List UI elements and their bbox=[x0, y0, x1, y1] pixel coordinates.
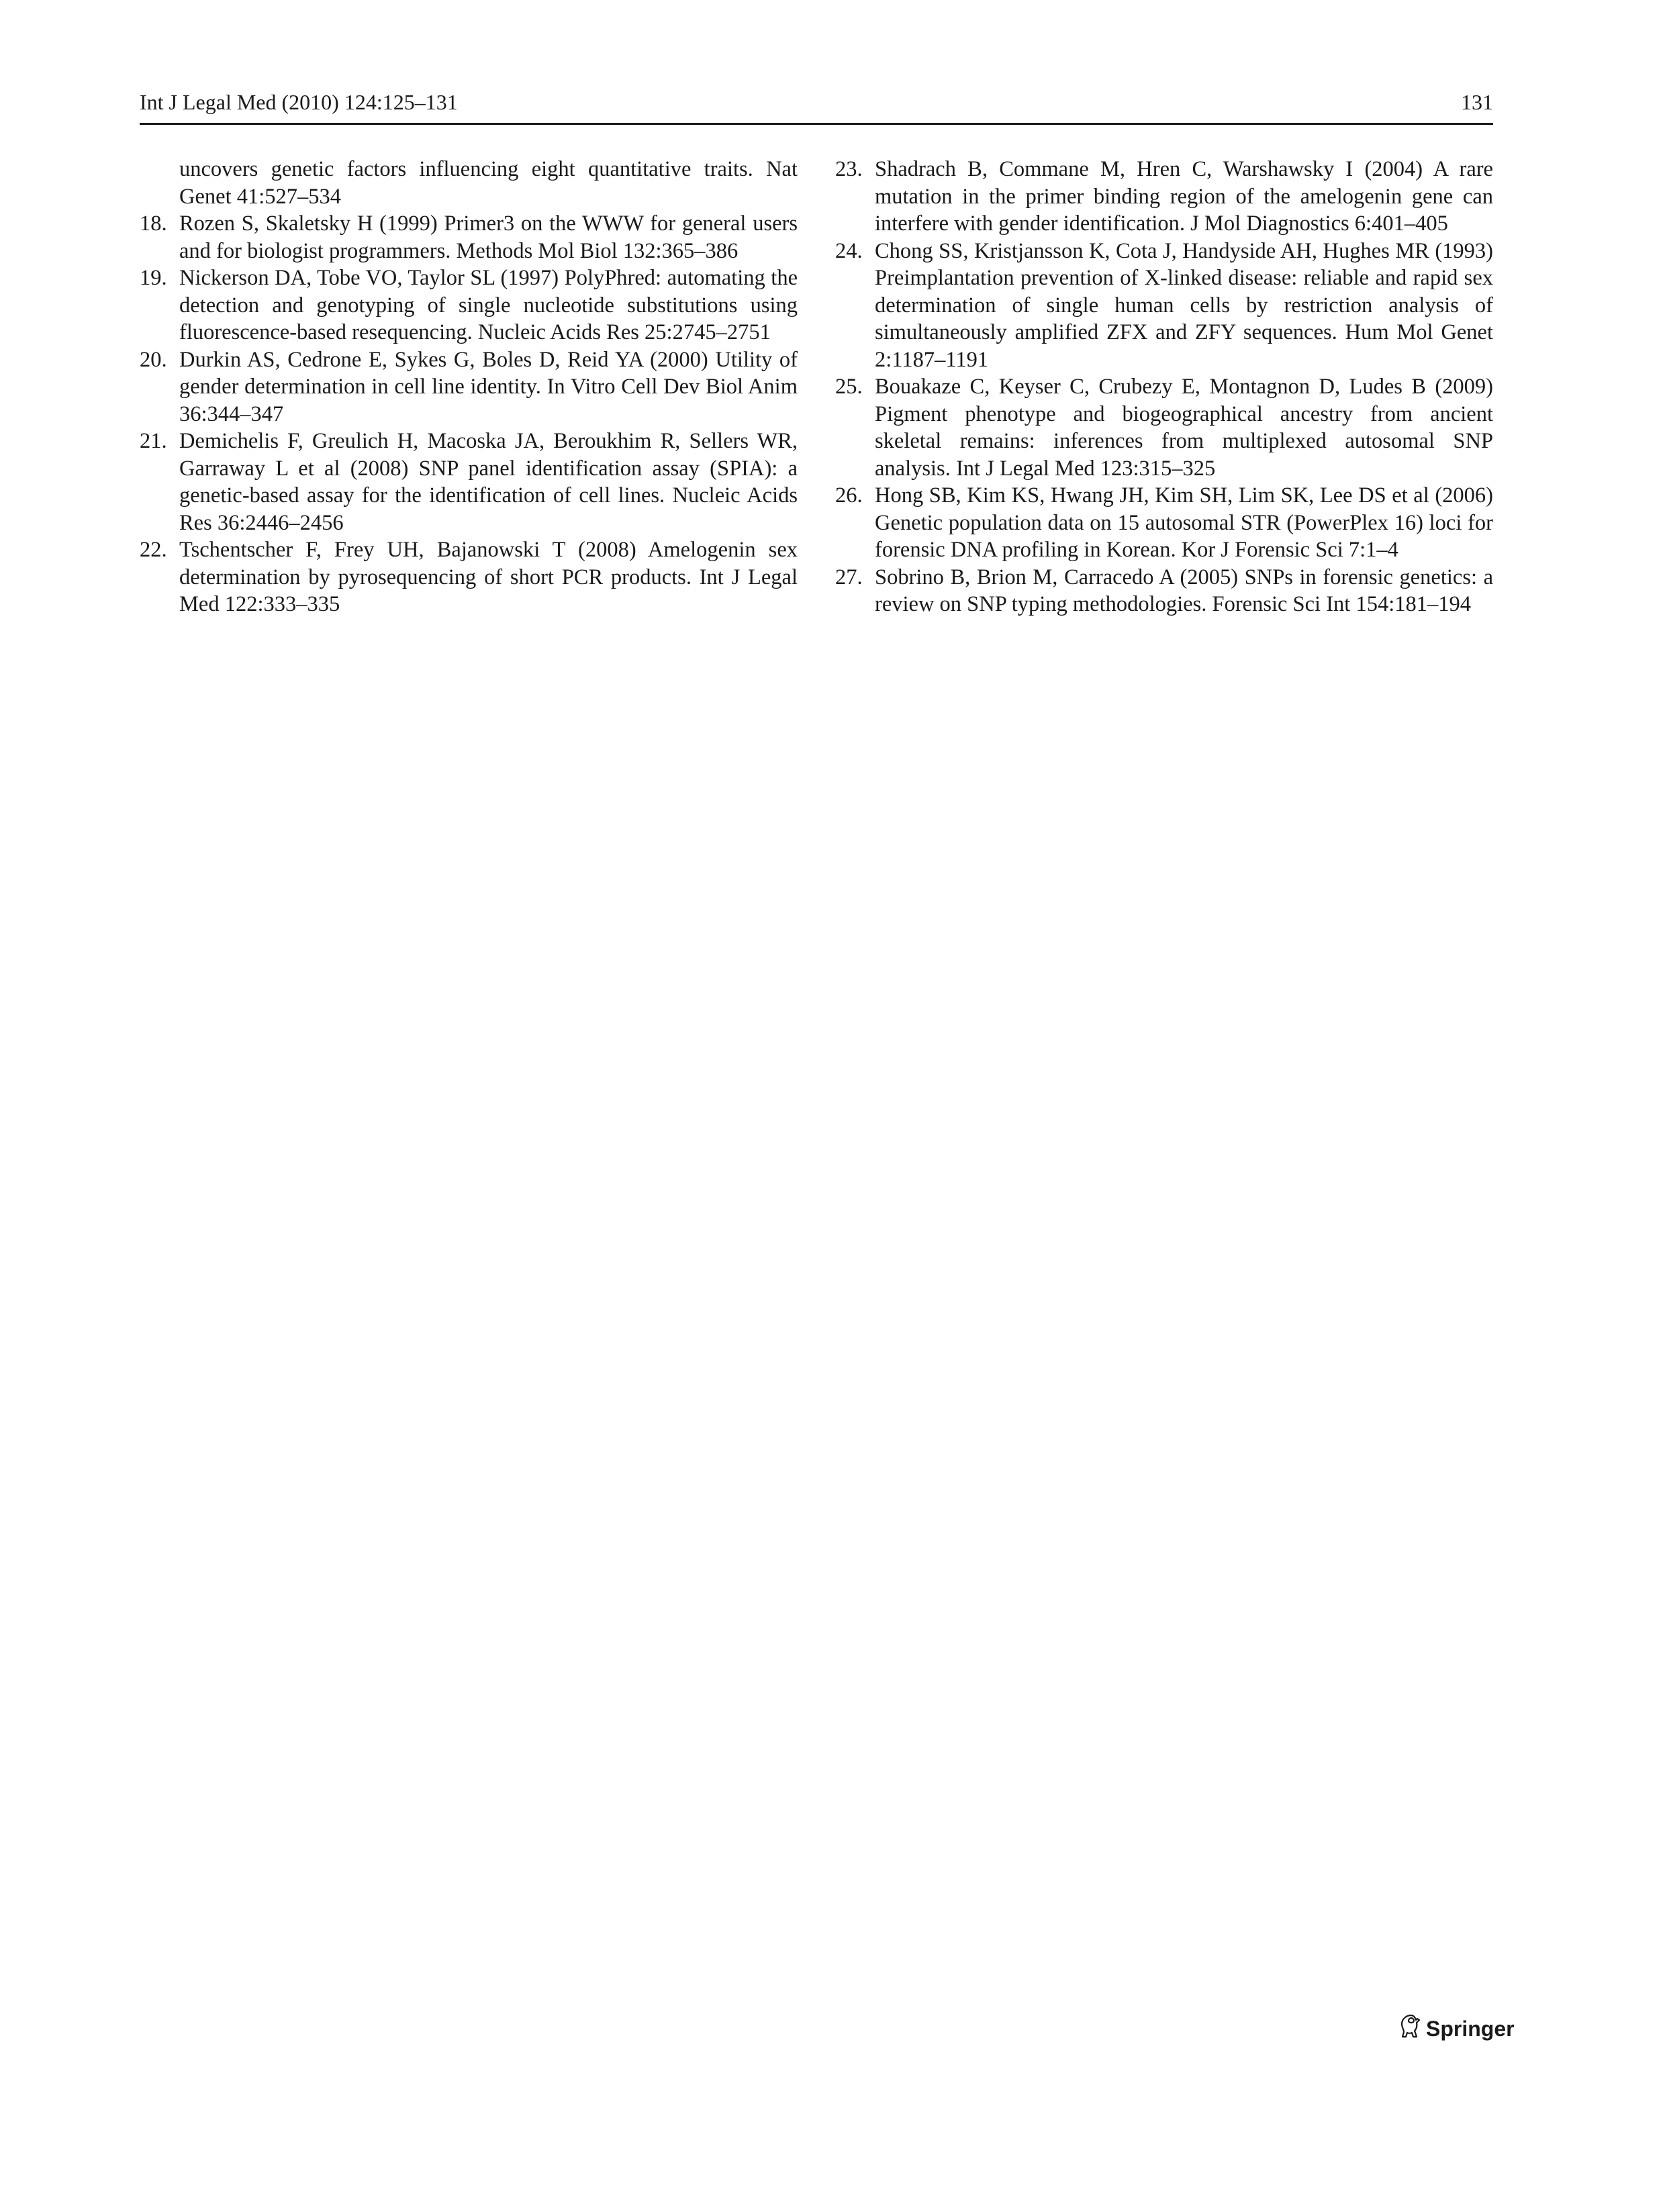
reference-number: 24. bbox=[835, 238, 863, 263]
reference-text: Tschentscher F, Frey UH, Bajanowski T (2008) Amelogenin sex determination by pyrosequencing of short PCR products. Int J Legal Med 122:333–335 bbox=[179, 538, 798, 616]
reference-item bbox=[140, 156, 798, 210]
reference-number: 27. bbox=[835, 565, 863, 589]
reference-item bbox=[835, 564, 1493, 618]
reference-text: Demichelis F, Greulich H, Macoska JA, Beroukhim R, Sellers WR, Garraway L et al (2008) SNP panel identification assay (SPIA): a genetic-based assay for the identification of cell lines. Nucleic Acids Res 36:2446–2456 bbox=[179, 429, 798, 535]
reference-text: Hong SB, Kim KS, Hwang JH, Kim SH, Lim SK, Lee DS et al (2006) Genetic population data on 15 autosomal STR (PowerPlex 16) loci for forensic DNA profiling in Korean. Kor J Forensic Sci 7:1–4 bbox=[875, 483, 1493, 562]
reference-item bbox=[835, 373, 1493, 482]
reference-number: 21. bbox=[140, 429, 167, 453]
reference-text: Sobrino B, Brion M, Carracedo A (2005) SNPs in forensic genetics: a review on SNP typing methodologies. Forensic Sci Int 154:181–194 bbox=[875, 565, 1493, 616]
reference-item bbox=[835, 482, 1493, 564]
reference-text: Chong SS, Kristjansson K, Cota J, Handyside AH, Hughes MR (1993) Preimplantation prevention of X-linked disease: reliable and rapid sex determination of single human cells by restriction analysis of simultaneously amplified ZFX and ZFY sequences. Hum Mol Genet 2:1187–1191 bbox=[875, 238, 1493, 372]
reference-text: Bouakaze C, Keyser C, Crubezy E, Montagnon D, Ludes B (2009) Pigment phenotype and biogeographical ancestry from ancient skeletal remains: inferences from multiplexed autosomal SNP analysis. Int J Legal Med 123:315–325 bbox=[875, 375, 1493, 481]
reference-text: Shadrach B, Commane M, Hren C, Warshawsky I (2004) A rare mutation in the primer binding region of the amelogenin gene can interfere with gender identification. J Mol Diagnostics 6:401–405 bbox=[875, 157, 1493, 236]
reference-text: Nickerson DA, Tobe VO, Taylor SL (1997) PolyPhred: automating the detection and genotyping of single nucleotide substitutions using fluorescence-based resequencing. Nucleic Acids Res 25:2745–2751 bbox=[179, 266, 798, 344]
reference-number: 20. bbox=[140, 347, 167, 372]
reference-item bbox=[140, 210, 798, 265]
running-header bbox=[140, 89, 1493, 121]
reference-number: 26. bbox=[835, 483, 863, 508]
reference-number: 19. bbox=[140, 266, 167, 290]
reference-text: Rozen S, Skaletsky H (1999) Primer3 on the WWW for general users and for biologist programmers. Methods Mol Biol 132:365–386 bbox=[179, 211, 798, 263]
reference-item bbox=[140, 536, 798, 618]
page-number: 131 bbox=[1461, 90, 1493, 114]
references-column-left bbox=[140, 156, 798, 618]
header-rule bbox=[140, 123, 1493, 125]
reference-number: 22. bbox=[140, 538, 167, 562]
reference-item bbox=[140, 428, 798, 536]
springer-horse-icon bbox=[1396, 2013, 1421, 2045]
reference-number: 25. bbox=[835, 375, 863, 399]
publisher-name: Springer bbox=[1426, 2016, 1515, 2041]
reference-item bbox=[835, 238, 1493, 374]
reference-number: 18. bbox=[140, 211, 167, 236]
reference-number: 23. bbox=[835, 157, 863, 181]
reference-text: Durkin AS, Cedrone E, Sykes G, Boles D, Reid YA (2000) Utility of gender determination in cell line identity. In Vitro Cell Dev Biol Anim 36:344–347 bbox=[179, 347, 798, 426]
publisher-logo bbox=[1396, 2013, 1515, 2045]
reference-text: uncovers genetic factors influencing eight quantitative traits. Nat Genet 41:527–534 bbox=[179, 157, 798, 209]
references-column-right bbox=[835, 156, 1493, 618]
reference-item bbox=[140, 265, 798, 346]
journal-citation: Int J Legal Med (2010) 124:125–131 bbox=[140, 90, 458, 114]
reference-item bbox=[140, 346, 798, 428]
reference-item bbox=[835, 156, 1493, 238]
